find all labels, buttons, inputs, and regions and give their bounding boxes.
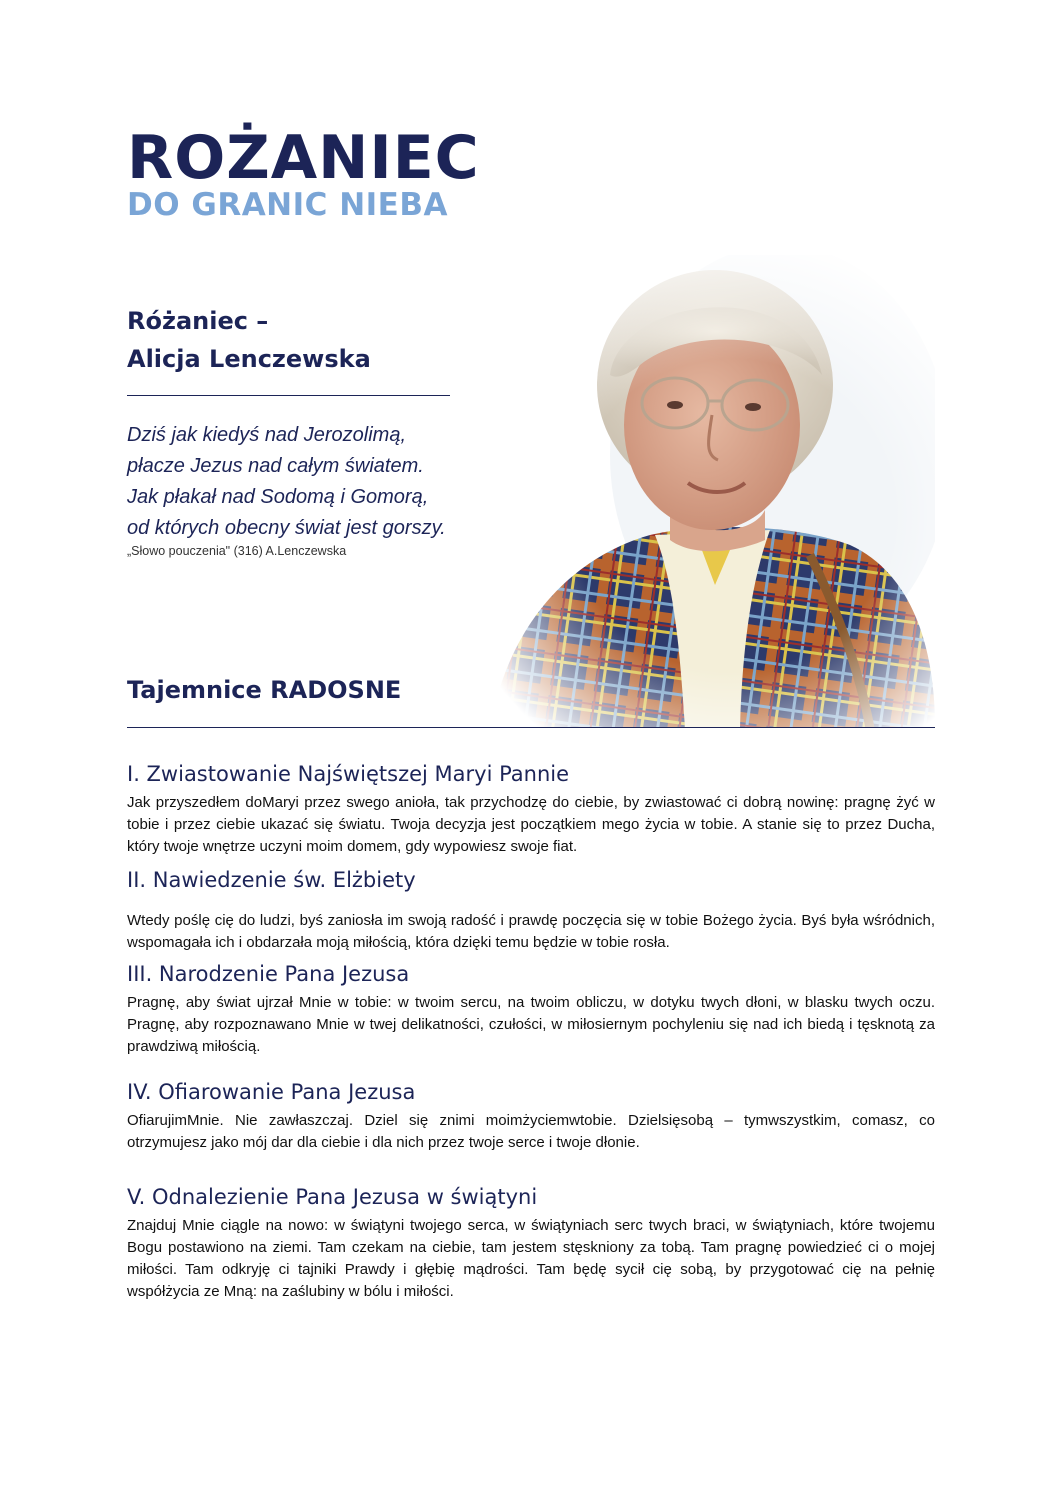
mystery-3 <box>127 960 935 1058</box>
section-divider <box>127 727 935 728</box>
portrait-photo <box>450 255 935 728</box>
brand-logo <box>127 123 480 223</box>
mystery-title: V. Odnalezienie Pana Jezusa w świątyni <box>127 1185 538 1209</box>
mystery-2 <box>127 866 935 954</box>
poem-citation: „Słowo pouczenia" (316) A.Lenczewska <box>127 544 347 558</box>
poem-quote <box>127 420 446 544</box>
mystery-1 <box>127 760 935 858</box>
page-title-line2: Alicja Lenczewska <box>127 345 371 373</box>
mystery-title: IV. Ofiarowanie Pana Jezusa <box>127 1080 416 1104</box>
page-title <box>127 302 371 378</box>
poem-line: płacze Jezus nad całym światem. <box>127 455 424 477</box>
section-heading: Tajemnice RADOSNE <box>127 676 402 704</box>
mystery-text: Znajduj Mnie ciągle na nowo: w świątyni twojego serca, w świątyniach serc twych braci, w świątyniach, które twojemu Bogu postawiono na ziemi. Tam czekam na ciebie, tam jestem stęskniony za tobą. Tam pragnę powiedzieć ci o mojej miłości. Tam odkryję ci tajniki Prawdy i głębię mądrości. Tam będę sycił cię sobą, by przygotować cię na pełnię współżycia ze Mną: na zaślubiny w bólu i miłości. <box>127 1217 935 1300</box>
poem-line: od których obecny świat jest gorszy. <box>127 517 446 539</box>
mystery-5 <box>127 1183 935 1303</box>
mystery-text: Pragnę, aby świat ujrzał Mnie w tobie: w twoim sercu, na twoim obliczu, w dotyku twych dłoni, w blasku twych oczu. Pragnę, aby rozpoznawano Mnie w twej delikatności, czułości, w miłosiernym pochyleniu się nad ich biedą i tęsknotą za prawdziwą miłością. <box>127 994 935 1055</box>
poem-line: Dziś jak kiedyś nad Jerozolimą, <box>127 424 406 446</box>
mystery-title: III. Narodzenie Pana Jezusa <box>127 962 410 986</box>
mystery-4 <box>127 1078 935 1154</box>
logo-subtitle: DO GRANIC NIEBA <box>127 187 448 223</box>
mystery-title: II. Nawiedzenie św. Elżbiety <box>127 868 416 892</box>
mystery-title: I. Zwiastowanie Najświętszej Maryi Pannie <box>127 762 570 786</box>
mystery-text: OfiarujimMnie. Nie zawłaszczaj. Dziel się znimi moimżyciemwtobie. Dzielsięsobą – tymwszystkim, comasz, co otrzymujesz jako mój dar dla ciebie i dla nich przez twoje serce i twoje dłonie. <box>127 1112 935 1151</box>
title-divider <box>127 395 492 396</box>
mystery-text: Jak przyszedłem doMaryi przez swego anioła, tak przychodzę do ciebie, by zwiastować ci dobrą nowinę: pragnę żyć w tobie i przez ciebie ukazać się światu. Twoja decyzja jest początkiem mego życia w tobie. A stanie się to przez Ducha, który twoje wnętrze uczyni moim domem, gdy wypowiesz swoje fiat. <box>127 794 935 855</box>
portrait-photo-icon <box>450 255 935 728</box>
mystery-text: Wtedy poślę cię do ludzi, byś zaniosła im swoją radość i prawdę poczęcia się w tobie Bożego życia. Byś była wśródnich, wspomagała ich i obdarzała moją miłością, która dzięki temu będzie w tobie rosła. <box>127 912 935 951</box>
poem-line: Jak płakał nad Sodomą i Gomorą, <box>127 486 429 508</box>
page-title-line1: Różaniec – <box>127 307 269 335</box>
logo-title: ROŻANIEC <box>127 123 480 193</box>
